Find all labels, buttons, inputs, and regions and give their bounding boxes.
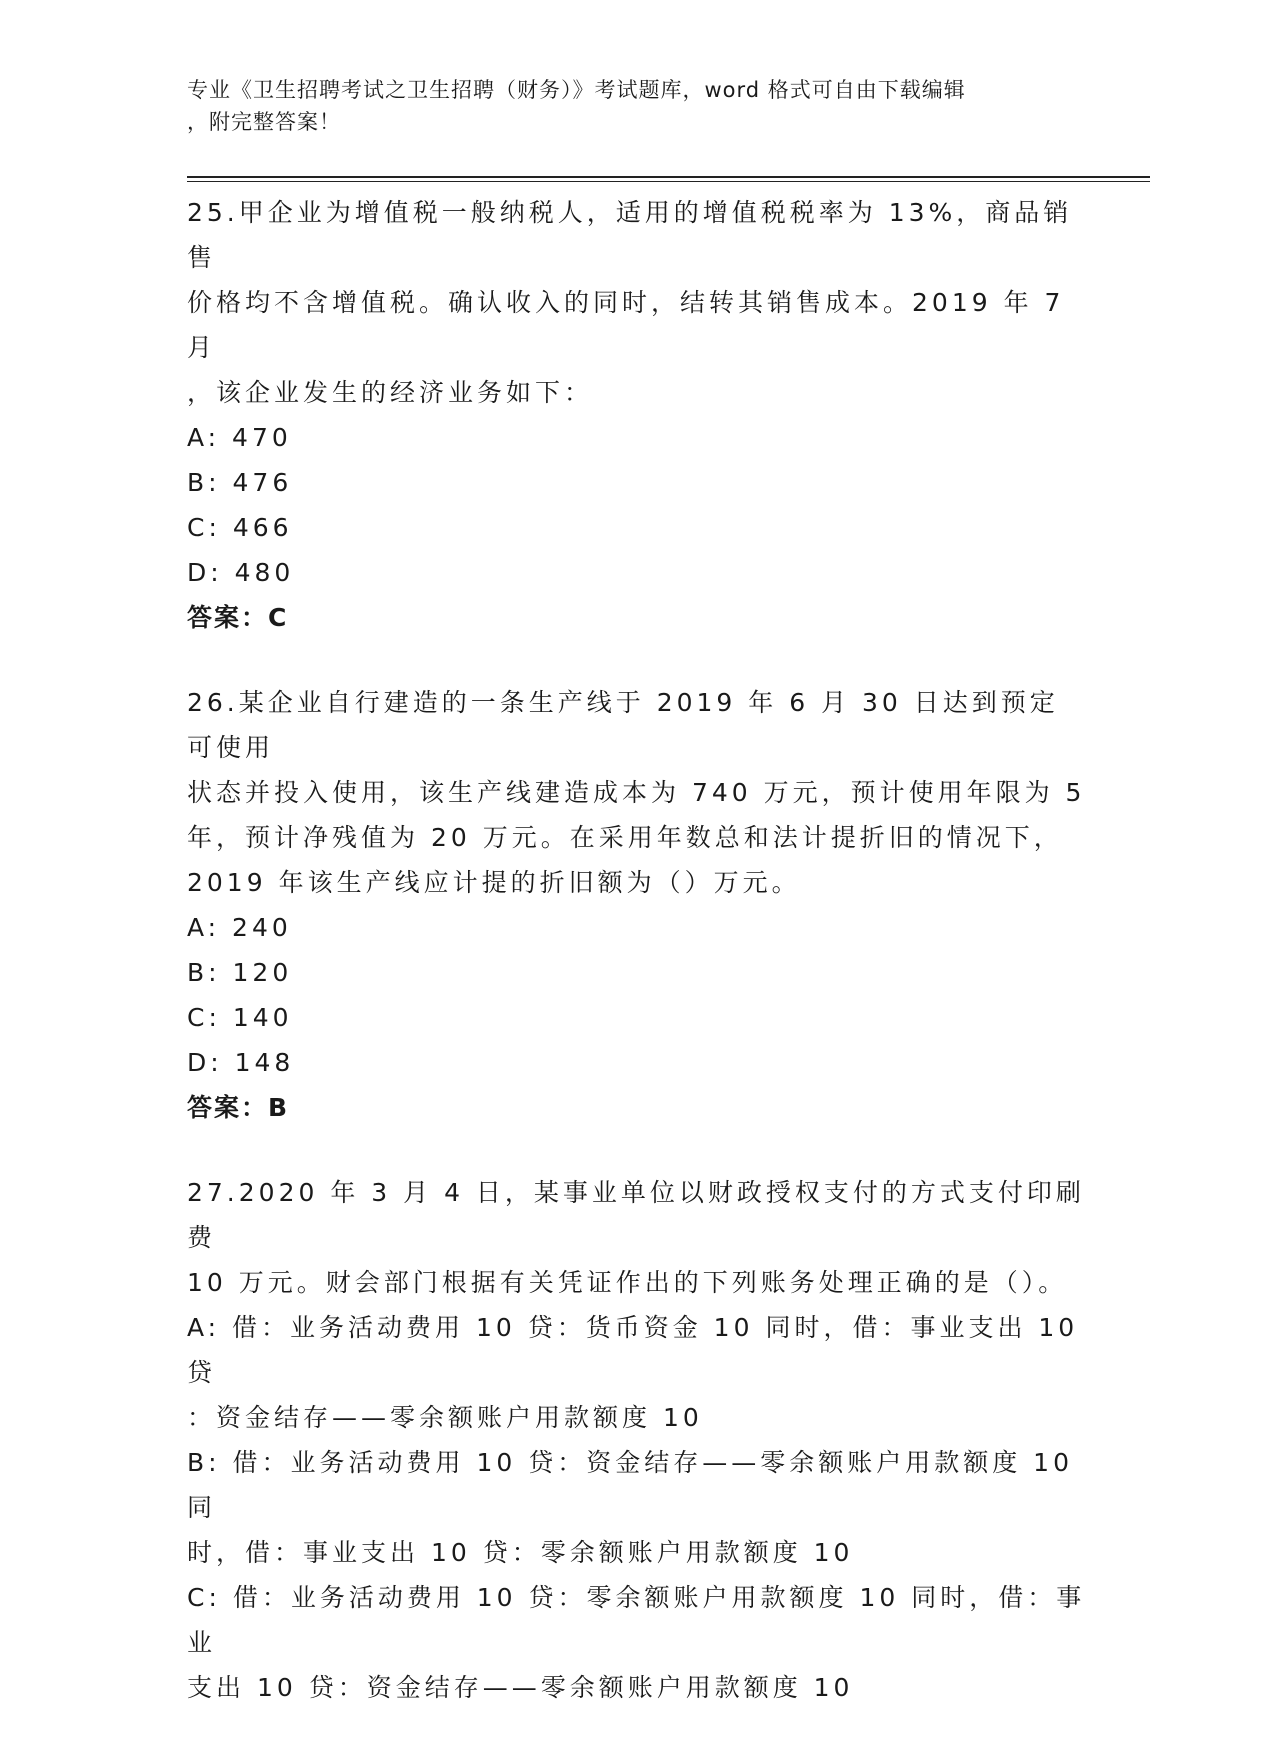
option-c: C: 借：业务活动费用 10 贷：零余额账户用款额度 10 同时，借：事业 支出 10 贷：资金结存——零余额账户用款额度 10	[187, 1583, 1086, 1702]
option-a: A: 借：业务活动费用 10 贷：货币资金 10 同时，借：事业支出 10 贷 ：资金结存——零余额账户用款额度 10	[187, 1313, 1079, 1432]
answer: 答案：B	[187, 1093, 290, 1122]
header-divider	[187, 176, 1150, 182]
document-page	[187, 0, 1147, 1702]
question-stem: 26.某企业自行建造的一条生产线于 2019 年 6 月 30 日达到预定可使用 状态并投入使用，该生产线建造成本为 740 万元，预计使用年限为 5 年，预计净残值为 20 万元。在采用年数总和法计提折旧的情况下， 2019 年该生产线应计提的折旧额为（）万元。	[187, 688, 1086, 897]
option-b: B: 借：业务活动费用 10 贷：资金结存——零余额账户用款额度 10 同 时，借：事业支出 10 贷：零余额账户用款额度 10	[187, 1448, 1073, 1567]
question-stem: 27.2020 年 3 月 4 日，某事业单位以财政授权支付的方式支付印刷费 10 万元。财会部门根据有关凭证作出的下列账务处理正确的是（）。	[187, 1178, 1085, 1297]
option-a: A: 240	[187, 913, 292, 942]
question-25	[187, 190, 1087, 640]
question-stem: 25.甲企业为增值税一般纳税人，适用的增值税税率为 13%，商品销售 价格均不含增值税。确认收入的同时，结转其销售成本。2019 年 7 月 ，该企业发生的经济业务如下：	[187, 198, 1073, 407]
option-d: D: 480	[187, 558, 295, 587]
answer: 答案：C	[187, 603, 289, 632]
document-header: 专业《卫生招聘考试之卫生招聘（财务）》考试题库，word 格式可自由下载编辑 ，附完整答案！	[187, 78, 966, 134]
option-a: A: 470	[187, 423, 292, 452]
option-c: C: 466	[187, 513, 293, 542]
question-list	[187, 190, 1087, 1750]
option-b: B: 120	[187, 958, 293, 987]
option-d: D: 148	[187, 1048, 295, 1077]
question-27	[187, 1170, 1087, 1710]
option-c: C: 140	[187, 1003, 293, 1032]
question-26	[187, 680, 1087, 1130]
option-b: B: 476	[187, 468, 293, 497]
